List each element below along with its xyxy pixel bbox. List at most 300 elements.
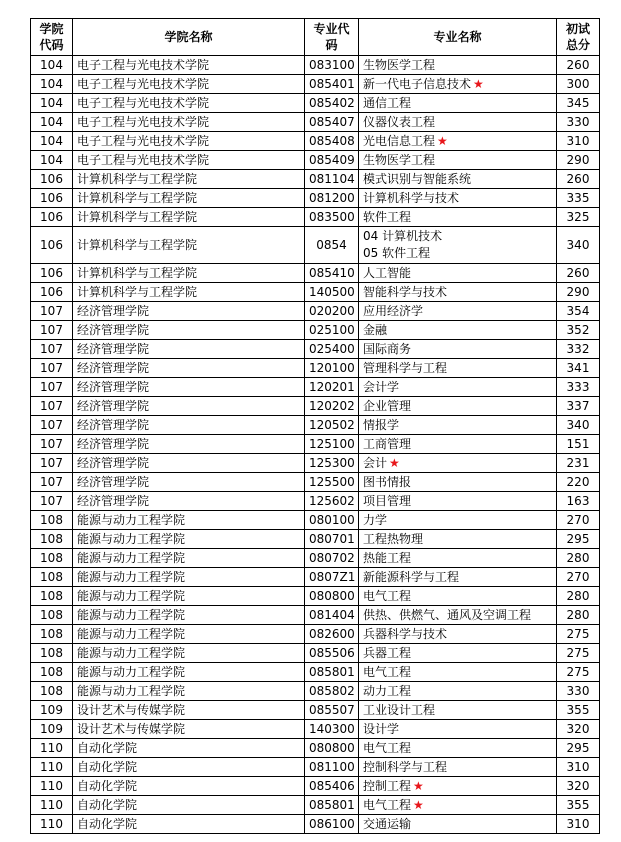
admission-score-table: [30, 18, 600, 834]
table-row: [31, 644, 600, 663]
cell-college-code-text: 108: [40, 570, 63, 584]
cell-college-name-text: 经济管理学院: [77, 494, 150, 508]
cell-major-code: [305, 758, 359, 777]
cell-college-name-text: 能源与动力工程学院: [77, 684, 186, 698]
cell-college-code-text: 110: [40, 741, 63, 755]
header-score: 初试 总分: [557, 19, 600, 56]
cell-college-code-text: 104: [40, 58, 63, 72]
cell-major-code: [305, 321, 359, 340]
cell-college-name-text: 能源与动力工程学院: [77, 589, 186, 603]
cell-major-name-text: 电气工程: [363, 798, 412, 812]
cell-score-text: 260: [566, 266, 590, 280]
cell-college-name: [73, 492, 305, 511]
cell-score: [557, 682, 600, 701]
table-row: [31, 682, 600, 701]
header-college-code: 学院 代码: [31, 19, 73, 56]
cell-college-code-text: 107: [40, 304, 63, 318]
cell-major-name: [359, 94, 557, 113]
cell-college-name: [73, 75, 305, 94]
cell-college-name-text: 自动化学院: [77, 760, 138, 774]
table-row: [31, 94, 600, 113]
cell-college-code-text: 109: [40, 722, 63, 736]
cell-major-name-text: 图书情报: [363, 475, 412, 489]
cell-college-code-text: 109: [40, 703, 63, 717]
cell-major-name: [359, 170, 557, 189]
cell-score-text: 345: [566, 96, 590, 110]
cell-college-name-text: 经济管理学院: [77, 399, 150, 413]
cell-college-code: [31, 321, 73, 340]
cell-major-name-text: 项目管理: [363, 494, 412, 508]
cell-major-name-text: 人工智能: [363, 266, 412, 280]
table-row: [31, 530, 600, 549]
table-row: [31, 815, 600, 834]
cell-college-name: [73, 56, 305, 75]
cell-college-name-text: 能源与动力工程学院: [77, 551, 186, 565]
cell-college-name: [73, 94, 305, 113]
cell-college-code-text: 110: [40, 817, 63, 831]
cell-major-code-text: 085801: [309, 798, 355, 812]
cell-major-name-text: 设计学: [363, 722, 400, 736]
cell-college-code-text: 107: [40, 361, 63, 375]
cell-major-name: [359, 473, 557, 492]
cell-college-code: [31, 56, 73, 75]
cell-score: [557, 701, 600, 720]
cell-college-code: [31, 283, 73, 302]
cell-score-text: 325: [566, 210, 590, 224]
cell-college-code: [31, 75, 73, 94]
cell-major-code: [305, 587, 359, 606]
cell-college-name: [73, 796, 305, 815]
cell-major-name: [359, 378, 557, 397]
cell-score-text: 270: [566, 513, 590, 527]
cell-college-code: [31, 302, 73, 321]
cell-major-name: [359, 682, 557, 701]
cell-score-text: 270: [566, 570, 590, 584]
cell-score: [557, 454, 600, 473]
cell-college-name: [73, 340, 305, 359]
cell-college-name-text: 自动化学院: [77, 817, 138, 831]
cell-college-name: [73, 625, 305, 644]
cell-score-text: 355: [566, 703, 590, 717]
cell-college-code-text: 110: [40, 760, 63, 774]
cell-score-text: 290: [566, 285, 590, 299]
cell-college-code-text: 108: [40, 532, 63, 546]
cell-college-code: [31, 758, 73, 777]
cell-college-code: [31, 796, 73, 815]
cell-major-name-text: 兵器科学与技术: [363, 627, 448, 641]
cell-major-code-text: 083100: [309, 58, 355, 72]
cell-college-code: [31, 454, 73, 473]
cell-college-code-text: 106: [40, 266, 63, 280]
cell-major-name: [359, 397, 557, 416]
cell-college-code-text: 104: [40, 134, 63, 148]
cell-major-name-text: 软件工程: [363, 210, 412, 224]
cell-major-code: [305, 606, 359, 625]
cell-major-name: [359, 492, 557, 511]
cell-college-code-text: 104: [40, 153, 63, 167]
cell-score: [557, 113, 600, 132]
cell-college-name-text: 经济管理学院: [77, 418, 150, 432]
cell-major-name: [359, 815, 557, 834]
cell-major-code: [305, 264, 359, 283]
cell-score-text: 163: [566, 494, 590, 508]
table-row: [31, 454, 600, 473]
cell-major-code-text: 0854: [316, 238, 347, 252]
cell-major-name: [359, 701, 557, 720]
cell-major-code-text: 120202: [309, 399, 355, 413]
header-major-code: 专业代 码: [305, 19, 359, 56]
cell-score: [557, 283, 600, 302]
table-row: [31, 663, 600, 682]
cell-major-name-text: 管理科学与工程: [363, 361, 448, 375]
cell-college-name-text: 经济管理学院: [77, 323, 150, 337]
table-row: [31, 151, 600, 170]
table-row: [31, 170, 600, 189]
cell-major-code-text: 085409: [309, 153, 355, 167]
cell-college-code-text: 108: [40, 665, 63, 679]
cell-college-name: [73, 663, 305, 682]
cell-major-name: [359, 606, 557, 625]
cell-score: [557, 568, 600, 587]
cell-college-name: [73, 682, 305, 701]
cell-score-text: 280: [566, 608, 590, 622]
cell-major-code-text: 080800: [309, 741, 355, 755]
cell-major-name-text: 新一代电子信息技术: [363, 77, 472, 91]
cell-major-name: [359, 777, 557, 796]
cell-college-code-text: 104: [40, 77, 63, 91]
cell-major-code-text: 080100: [309, 513, 355, 527]
cell-college-code: [31, 682, 73, 701]
cell-college-code-text: 108: [40, 513, 63, 527]
cell-major-code-text: 081404: [309, 608, 355, 622]
cell-college-name: [73, 815, 305, 834]
cell-score-text: 275: [566, 646, 590, 660]
cell-college-code: [31, 568, 73, 587]
table-row: [31, 340, 600, 359]
cell-score: [557, 587, 600, 606]
cell-college-name-text: 设计艺术与传媒学院: [77, 703, 186, 717]
cell-major-code: [305, 492, 359, 511]
table-row: [31, 720, 600, 739]
cell-score-text: 335: [566, 191, 590, 205]
cell-major-name: [359, 283, 557, 302]
table-row: [31, 189, 600, 208]
cell-college-code: [31, 663, 73, 682]
cell-major-code-text: 085410: [309, 266, 355, 280]
cell-college-code: [31, 416, 73, 435]
cell-major-name: [359, 227, 557, 264]
cell-college-code-text: 106: [40, 238, 63, 252]
cell-college-name: [73, 302, 305, 321]
cell-major-code-text: 085507: [309, 703, 355, 717]
cell-major-name: [359, 549, 557, 568]
cell-score-text: 340: [566, 418, 590, 432]
cell-score: [557, 416, 600, 435]
cell-college-name: [73, 208, 305, 227]
table-row: [31, 227, 600, 264]
cell-major-name-text: 国际商务: [363, 342, 412, 356]
cell-score: [557, 644, 600, 663]
cell-college-code: [31, 151, 73, 170]
cell-college-code: [31, 189, 73, 208]
cell-college-code-text: 108: [40, 551, 63, 565]
cell-college-name-text: 设计艺术与传媒学院: [77, 722, 186, 736]
cell-college-code-text: 110: [40, 798, 63, 812]
cell-score: [557, 302, 600, 321]
cell-score: [557, 264, 600, 283]
cell-college-code: [31, 378, 73, 397]
cell-major-name-text: 热能工程: [363, 551, 412, 565]
cell-score: [557, 378, 600, 397]
cell-college-name-text: 经济管理学院: [77, 380, 150, 394]
cell-major-code-text: 085408: [309, 134, 355, 148]
cell-score-text: 333: [566, 380, 590, 394]
cell-major-name: [359, 359, 557, 378]
cell-college-code-text: 107: [40, 475, 63, 489]
cell-score-text: 310: [566, 817, 590, 831]
cell-college-name: [73, 435, 305, 454]
cell-major-code: [305, 720, 359, 739]
cell-major-name: [359, 113, 557, 132]
table-row: [31, 568, 600, 587]
cell-major-name-text: 计算机科学与技术: [363, 191, 460, 205]
cell-major-code-text: 080800: [309, 589, 355, 603]
table-row: [31, 492, 600, 511]
cell-major-name-text: 通信工程: [363, 96, 412, 110]
cell-college-code-text: 106: [40, 210, 63, 224]
cell-score: [557, 511, 600, 530]
cell-major-name-text: 控制工程: [363, 779, 412, 793]
cell-major-name: [359, 56, 557, 75]
cell-major-code: [305, 283, 359, 302]
table-row: [31, 416, 600, 435]
cell-major-code: [305, 94, 359, 113]
cell-score: [557, 435, 600, 454]
cell-college-code: [31, 397, 73, 416]
table-row: [31, 777, 600, 796]
cell-major-code-text: 081100: [309, 760, 355, 774]
cell-major-code: [305, 549, 359, 568]
cell-college-code-text: 107: [40, 323, 63, 337]
cell-major-code: [305, 227, 359, 264]
cell-college-code: [31, 359, 73, 378]
cell-college-name-text: 能源与动力工程学院: [77, 608, 186, 622]
cell-college-code: [31, 720, 73, 739]
cell-major-code-text: 085406: [309, 779, 355, 793]
cell-college-name: [73, 473, 305, 492]
cell-college-code-text: 104: [40, 115, 63, 129]
cell-college-code: [31, 208, 73, 227]
cell-major-code: [305, 682, 359, 701]
table-body: [31, 56, 600, 834]
cell-college-code: [31, 606, 73, 625]
cell-major-code-text: 081200: [309, 191, 355, 205]
cell-score: [557, 606, 600, 625]
cell-college-code-text: 104: [40, 96, 63, 110]
cell-major-name-text: 动力工程: [363, 684, 412, 698]
cell-score-text: 320: [566, 779, 590, 793]
cell-major-name: [359, 625, 557, 644]
cell-college-name-text: 计算机科学与工程学院: [77, 285, 198, 299]
cell-college-name: [73, 777, 305, 796]
cell-major-name-text: 生物医学工程: [363, 153, 436, 167]
table-row: [31, 397, 600, 416]
cell-college-name: [73, 530, 305, 549]
cell-college-name: [73, 151, 305, 170]
cell-college-name: [73, 283, 305, 302]
cell-major-name: [359, 321, 557, 340]
cell-major-code: [305, 189, 359, 208]
cell-college-code: [31, 227, 73, 264]
cell-college-code-text: 110: [40, 779, 63, 793]
cell-score-text: 231: [566, 456, 590, 470]
cell-college-name-text: 经济管理学院: [77, 342, 150, 356]
cell-major-name-text: 交通运输: [363, 817, 412, 831]
cell-college-code: [31, 511, 73, 530]
table-row: [31, 473, 600, 492]
cell-major-name: [359, 454, 557, 473]
cell-major-name-text: 仪器仪表工程: [363, 115, 436, 129]
cell-major-code-text: 120201: [309, 380, 355, 394]
cell-college-name-text: 电子工程与光电技术学院: [77, 96, 210, 110]
cell-college-name-text: 经济管理学院: [77, 437, 150, 451]
cell-college-code: [31, 435, 73, 454]
cell-major-name-text: 金融: [363, 323, 388, 337]
cell-score-text: 355: [566, 798, 590, 812]
cell-major-code: [305, 663, 359, 682]
cell-college-code-text: 108: [40, 608, 63, 622]
cell-major-name: [359, 189, 557, 208]
cell-college-code-text: 107: [40, 418, 63, 432]
cell-major-name: [359, 663, 557, 682]
cell-college-name-text: 能源与动力工程学院: [77, 532, 186, 546]
cell-score-text: 330: [566, 684, 590, 698]
cell-college-name: [73, 758, 305, 777]
cell-major-name: [359, 340, 557, 359]
table-row: [31, 321, 600, 340]
cell-college-name-text: 计算机科学与工程学院: [77, 238, 198, 252]
cell-college-name-text: 经济管理学院: [77, 361, 150, 375]
cell-score-text: 354: [566, 304, 590, 318]
cell-major-name: [359, 208, 557, 227]
cell-major-name: [359, 132, 557, 151]
cell-major-code-text: 025100: [309, 323, 355, 337]
cell-college-name: [73, 264, 305, 283]
cell-college-code-text: 106: [40, 285, 63, 299]
cell-major-name-text: 模式识别与智能系统: [363, 172, 472, 186]
cell-score-text: 275: [566, 627, 590, 641]
cell-major-code: [305, 132, 359, 151]
table-header: [31, 19, 600, 56]
star-icon: ★: [437, 134, 448, 148]
table-row: [31, 606, 600, 625]
cell-college-name-text: 计算机科学与工程学院: [77, 210, 198, 224]
cell-college-code-text: 107: [40, 380, 63, 394]
cell-major-name: [359, 739, 557, 758]
cell-score: [557, 321, 600, 340]
cell-college-name: [73, 739, 305, 758]
cell-college-code-text: 108: [40, 684, 63, 698]
cell-major-name: [359, 568, 557, 587]
cell-score: [557, 492, 600, 511]
cell-major-code-text: 086100: [309, 817, 355, 831]
cell-major-code-text: 120502: [309, 418, 355, 432]
cell-major-code: [305, 796, 359, 815]
cell-major-name-text: 光电信息工程: [363, 134, 436, 148]
cell-score-text: 151: [566, 437, 590, 451]
cell-college-code: [31, 492, 73, 511]
cell-college-code: [31, 170, 73, 189]
cell-major-name-text: 新能源科学与工程: [363, 570, 460, 584]
cell-major-name: [359, 720, 557, 739]
cell-score: [557, 663, 600, 682]
cell-major-name-text: 会计: [363, 456, 388, 470]
cell-college-code-text: 107: [40, 399, 63, 413]
cell-major-code-text: 085802: [309, 684, 355, 698]
cell-score: [557, 170, 600, 189]
cell-college-name: [73, 321, 305, 340]
cell-major-code-text: 125602: [309, 494, 355, 508]
cell-college-name: [73, 397, 305, 416]
cell-major-name-text: 工商管理: [363, 437, 412, 451]
cell-major-name: [359, 302, 557, 321]
cell-major-name-text: 会计学: [363, 380, 400, 394]
cell-major-code: [305, 170, 359, 189]
cell-score: [557, 625, 600, 644]
cell-score: [557, 796, 600, 815]
cell-college-code: [31, 113, 73, 132]
cell-major-name: [359, 511, 557, 530]
cell-major-code: [305, 378, 359, 397]
cell-score-text: 332: [566, 342, 590, 356]
cell-college-code: [31, 264, 73, 283]
cell-college-code: [31, 530, 73, 549]
cell-major-code-text: 125100: [309, 437, 355, 451]
star-icon: ★: [413, 779, 424, 793]
cell-major-name: [359, 758, 557, 777]
cell-major-code: [305, 625, 359, 644]
table-row: [31, 758, 600, 777]
cell-college-code-text: 106: [40, 172, 63, 186]
cell-major-code-text: 083500: [309, 210, 355, 224]
cell-college-name-text: 电子工程与光电技术学院: [77, 58, 210, 72]
table-row: [31, 435, 600, 454]
cell-score-text: 260: [566, 172, 590, 186]
table-row: [31, 549, 600, 568]
cell-major-code: [305, 511, 359, 530]
cell-major-code: [305, 397, 359, 416]
cell-college-name: [73, 416, 305, 435]
cell-score: [557, 758, 600, 777]
cell-score: [557, 56, 600, 75]
star-icon: ★: [473, 77, 484, 91]
cell-college-code-text: 107: [40, 494, 63, 508]
cell-college-name-text: 能源与动力工程学院: [77, 570, 186, 584]
cell-college-name-text: 能源与动力工程学院: [77, 665, 186, 679]
cell-score-text: 260: [566, 58, 590, 72]
cell-major-code: [305, 777, 359, 796]
cell-college-code-text: 107: [40, 456, 63, 470]
cell-score-text: 275: [566, 665, 590, 679]
cell-score: [557, 132, 600, 151]
cell-college-name: [73, 132, 305, 151]
cell-major-name-text: 智能科学与技术: [363, 285, 448, 299]
cell-college-name-text: 电子工程与光电技术学院: [77, 153, 210, 167]
cell-major-code-text: 125500: [309, 475, 355, 489]
cell-college-name-text: 计算机科学与工程学院: [77, 266, 198, 280]
cell-score: [557, 530, 600, 549]
cell-score: [557, 815, 600, 834]
